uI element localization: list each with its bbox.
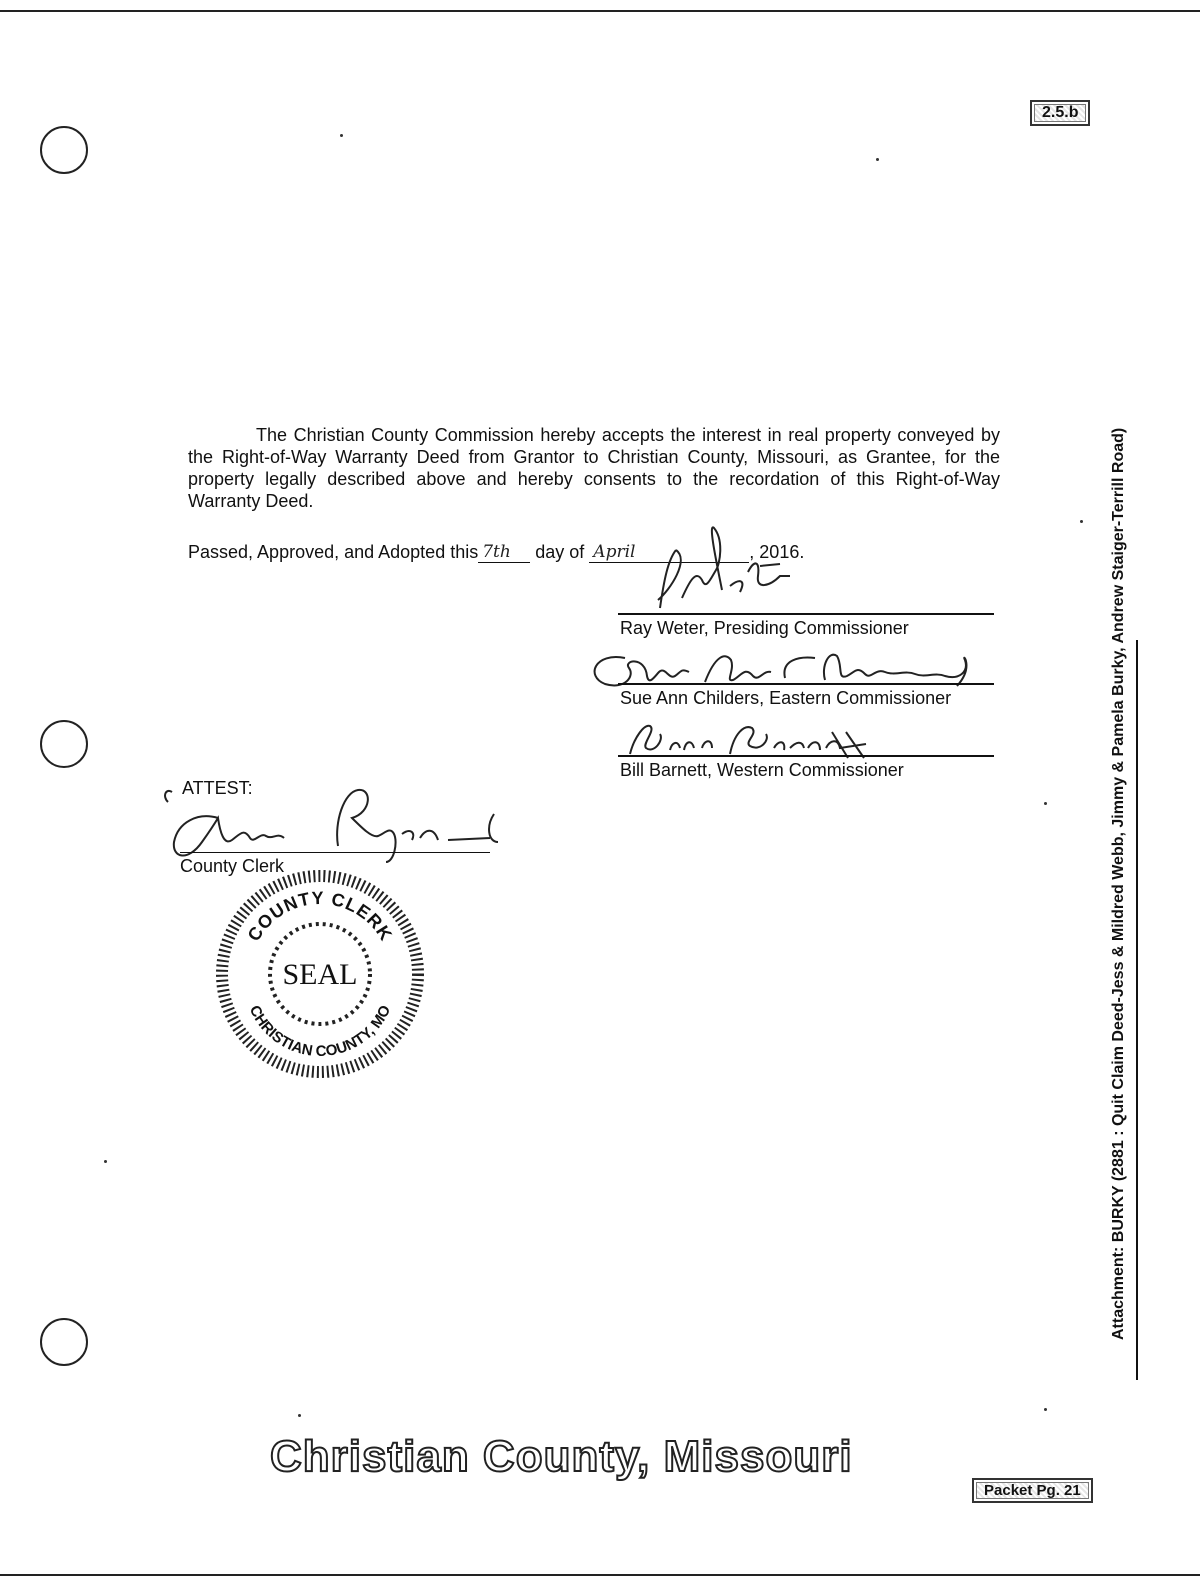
scan-speck (1044, 802, 1047, 805)
scan-speck (104, 1160, 107, 1163)
punch-hole (40, 720, 88, 768)
section-tag: 2.5.b (1030, 100, 1090, 126)
signature-line (618, 683, 994, 685)
signature-line (618, 613, 994, 615)
sidebar-rule (1136, 640, 1138, 1380)
bottom-border-line (0, 1574, 1200, 1576)
punch-hole (40, 1318, 88, 1366)
seal-top-text: COUNTY CLERK (243, 887, 397, 945)
attachment-label: Attachment: BURKY (2881 : Quit Claim Deed-Jess & Mildred Webb, Jimmy & Pamela Burky, Andrew Staiger-Terrill Road) (1110, 427, 1127, 1340)
acceptance-paragraph: The Christian County Commission hereby accepts the interest in real property conveyed by the Right-of-Way Warranty Deed from Grantor to Christian County, Missouri, as Grantee, for the property legally described above and hereby consents to the recordation of this Right-of-Way Warranty Deed. (188, 425, 1000, 511)
county-clerk-label: County Clerk (180, 856, 285, 876)
signature-ray-weter (630, 520, 810, 616)
scan-speck (876, 158, 879, 161)
seal-bottom-text: CHRISTIAN COUNTY, MO (245, 1002, 395, 1061)
day-fill-blank (478, 542, 530, 563)
signature-label-eastern: Sue Ann Childers, Eastern Commissioner (620, 688, 952, 708)
scan-speck (1080, 520, 1083, 523)
packet-page-tag: Packet Pg. 21 (972, 1478, 1093, 1503)
clerk-signature-line (180, 852, 490, 853)
footer-title: Christian County, Missouri (270, 1432, 853, 1481)
seal-center-text: SEAL (282, 958, 358, 991)
attest-label: ATTEST: (182, 778, 253, 798)
day-handwritten: 7th (482, 542, 511, 562)
signature-label-western: Bill Barnett, Western Commissioner (620, 760, 904, 780)
passed-prefix: Passed, Approved, and Adopted this (188, 542, 479, 562)
scan-speck (1044, 1408, 1047, 1411)
punch-hole (40, 126, 88, 174)
county-clerk-seal (214, 868, 426, 1080)
day-of-text: day of (535, 542, 585, 562)
top-border-line (0, 10, 1200, 12)
year-text: , 2016. (749, 542, 805, 562)
scan-speck (340, 134, 343, 137)
month-handwritten: April (593, 542, 636, 562)
signature-line (618, 755, 994, 757)
signature-label-presiding: Ray Weter, Presiding Commissioner (620, 618, 909, 638)
scan-speck (298, 1414, 301, 1417)
